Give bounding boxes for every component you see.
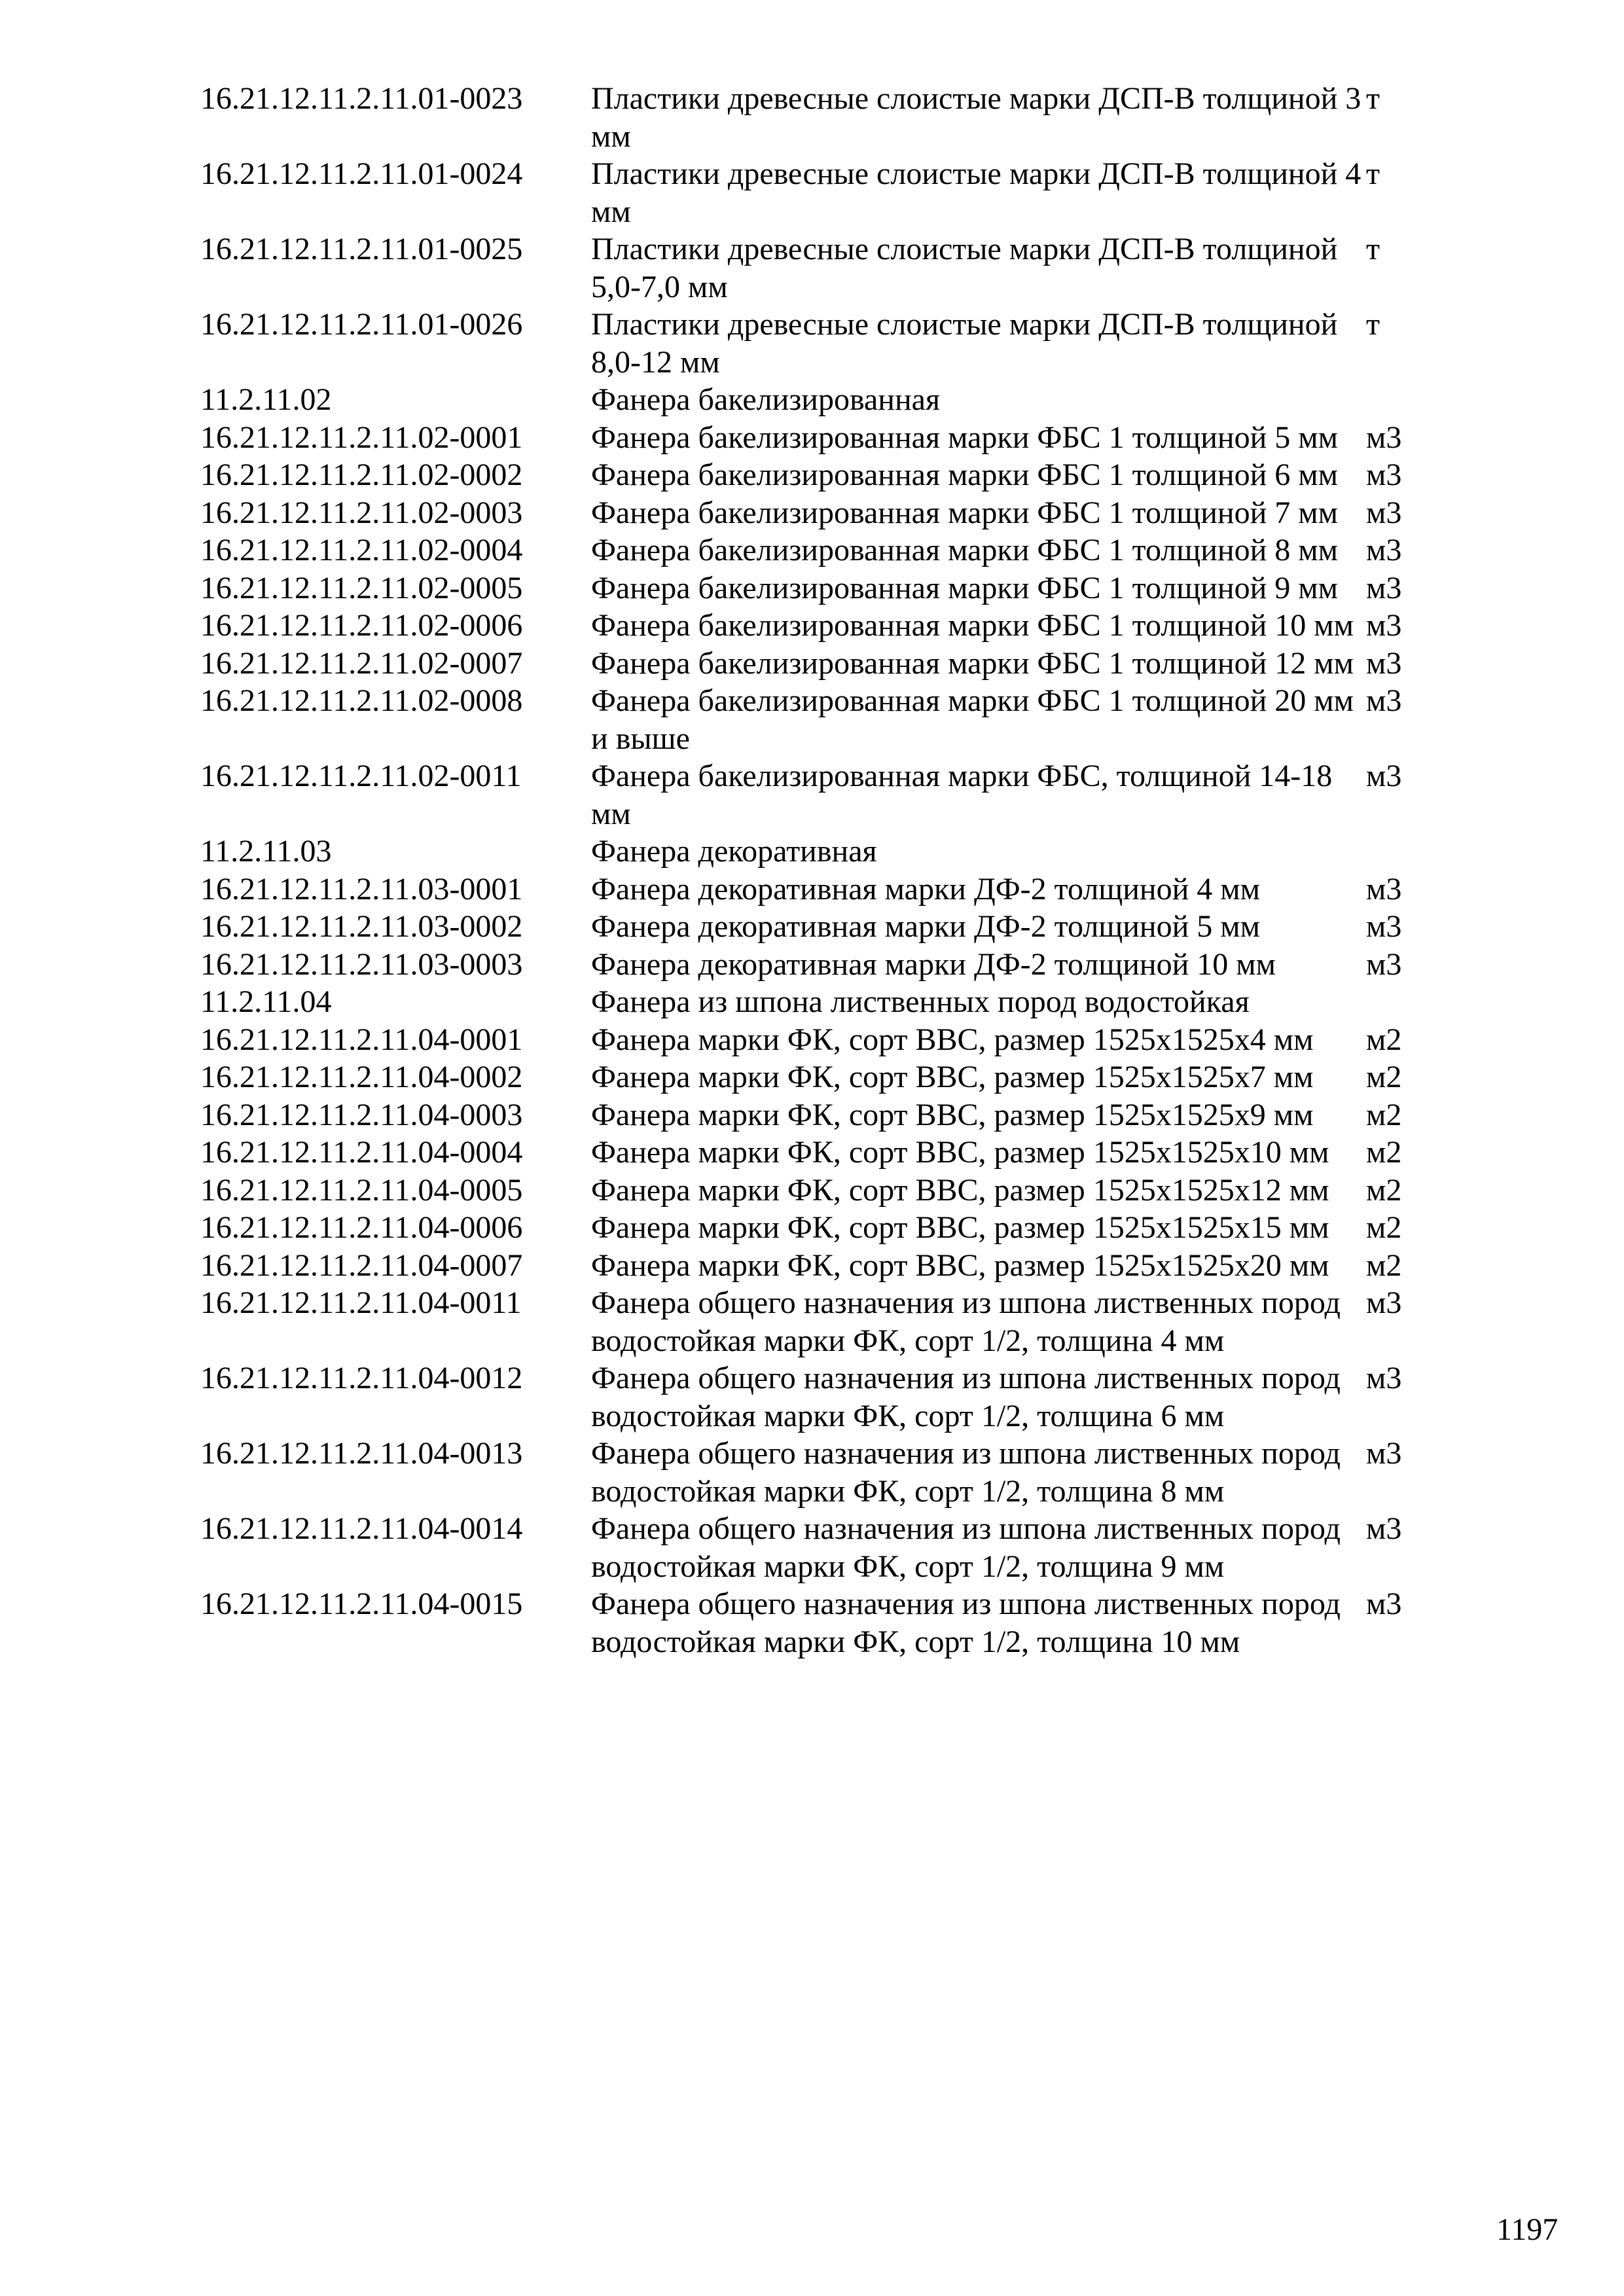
section-title: Фанера из шпона лиственных пород водостойкая [591, 984, 1250, 1019]
table-row [200, 870, 1444, 908]
item-description: Пластики древесные слоистые марки ДСП-В толщиной 4 мм [591, 156, 1362, 229]
item-description: Фанера марки ФК, сорт BBC, размер 1525х1525х12 мм [591, 1172, 1329, 1208]
item-unit: т [1366, 307, 1380, 342]
item-unit: м3 [1366, 645, 1402, 681]
item-description: Фанера общего назначения из шпона лиственных пород водостойкая марки ФК, сорт 1/2, толщина 8 мм [591, 1436, 1341, 1509]
table-row [200, 80, 1444, 155]
item-unit: м3 [1366, 683, 1402, 718]
item-description: Фанера бакелизированная марки ФБС 1 толщиной 8 мм [591, 533, 1339, 567]
table-row [200, 569, 1444, 607]
item-description: Фанера бакелизированная марки ФБС 1 толщиной 5 мм [591, 420, 1339, 455]
section-code: 11.2.11.02 [200, 382, 332, 417]
item-code: 16.21.12.11.2.11.02-0006 [200, 608, 523, 643]
section-title: Фанера бакелизированная [591, 382, 941, 417]
item-code: 16.21.12.11.2.11.01-0023 [200, 81, 523, 116]
table-row [200, 1284, 1444, 1359]
item-description: Фанера декоративная марки ДФ-2 толщиной 10 мм [591, 946, 1276, 982]
item-unit: м2 [1366, 1060, 1402, 1094]
item-unit: т [1366, 81, 1380, 116]
item-code: 16.21.12.11.2.11.02-0001 [200, 420, 523, 455]
item-description: Фанера бакелизированная марки ФБС 1 толщиной 10 мм [591, 608, 1354, 643]
item-description: Пластики древесные слоистые марки ДСП-В толщиной 8,0-12 мм [591, 307, 1338, 380]
item-code: 16.21.12.11.2.11.04-0006 [200, 1210, 523, 1245]
table-row [200, 682, 1444, 757]
item-unit: м3 [1366, 570, 1402, 605]
table-row [200, 1510, 1444, 1585]
table-row [200, 1134, 1444, 1172]
table-row [200, 607, 1444, 645]
item-unit: м3 [1366, 533, 1402, 567]
item-code: 16.21.12.11.2.11.04-0014 [200, 1511, 523, 1546]
item-code: 16.21.12.11.2.11.02-0007 [200, 645, 523, 681]
item-description: Фанера марки ФК, сорт BBC, размер 1525х1525х20 мм [591, 1247, 1329, 1283]
item-code: 16.21.12.11.2.11.02-0002 [200, 457, 523, 492]
item-description: Фанера декоративная марки ДФ-2 толщиной 4 мм [591, 871, 1261, 906]
table-row [200, 1172, 1444, 1210]
section-code: 11.2.11.04 [200, 984, 332, 1019]
item-unit: т [1366, 156, 1380, 191]
table-row [200, 1209, 1444, 1247]
item-description: Фанера общего назначения из шпона лиственных пород водостойкая марки ФК, сорт 1/2, толщина 9 мм [591, 1511, 1341, 1584]
table-row [200, 155, 1444, 230]
item-unit: м3 [1366, 871, 1402, 906]
item-code: 16.21.12.11.2.11.02-0011 [200, 759, 522, 793]
item-code: 16.21.12.11.2.11.04-0015 [200, 1587, 523, 1621]
item-code: 16.21.12.11.2.11.02-0008 [200, 683, 523, 718]
section-header-row [200, 381, 1444, 419]
item-unit: м3 [1366, 1361, 1402, 1395]
item-code: 16.21.12.11.2.11.04-0002 [200, 1060, 523, 1094]
item-code: 16.21.12.11.2.11.04-0011 [200, 1285, 522, 1320]
table-row [200, 1247, 1444, 1285]
item-code: 16.21.12.11.2.11.04-0001 [200, 1022, 523, 1057]
table-row [200, 1058, 1444, 1096]
item-description: Фанера общего назначения из шпона лиственных пород водостойкая марки ФК, сорт 1/2, толщина 10 мм [591, 1587, 1341, 1659]
section-header-row [200, 983, 1444, 1021]
item-code: 16.21.12.11.2.11.01-0026 [200, 307, 523, 342]
item-code: 16.21.12.11.2.11.04-0003 [200, 1097, 523, 1132]
item-description: Фанера декоративная марки ДФ-2 толщиной 5 мм [591, 909, 1261, 944]
item-code: 16.21.12.11.2.11.01-0024 [200, 156, 523, 191]
table-row [200, 946, 1444, 984]
item-unit: м3 [1366, 1587, 1402, 1621]
item-code: 16.21.12.11.2.11.02-0005 [200, 570, 523, 605]
item-description: Фанера бакелизированная марки ФБС 1 толщиной 6 мм [591, 457, 1339, 492]
item-unit: м2 [1366, 1210, 1402, 1245]
table-row [200, 1359, 1444, 1435]
item-description: Фанера бакелизированная марки ФБС 1 толщиной 9 мм [591, 570, 1339, 605]
item-description: Пластики древесные слоистые марки ДСП-В толщиной 3 мм [591, 81, 1362, 154]
item-description: Фанера марки ФК, сорт BBC, размер 1525х1525х9 мм [591, 1097, 1314, 1132]
table-row [200, 531, 1444, 569]
item-description: Фанера бакелизированная марки ФБС, толщиной 14-18 мм [591, 759, 1333, 831]
table-row [200, 645, 1444, 683]
table-row [200, 1435, 1444, 1510]
item-code: 16.21.12.11.2.11.03-0001 [200, 871, 523, 906]
table-row [200, 230, 1444, 306]
table-row [200, 1585, 1444, 1660]
item-code: 16.21.12.11.2.11.01-0025 [200, 232, 523, 266]
item-description: Пластики древесные слоистые марки ДСП-В толщиной 5,0-7,0 мм [591, 232, 1338, 304]
table-row [200, 306, 1444, 381]
item-code: 16.21.12.11.2.11.04-0012 [200, 1361, 523, 1395]
item-description: Фанера марки ФК, сорт BBC, размер 1525х1525х4 мм [591, 1022, 1314, 1057]
item-code: 16.21.12.11.2.11.03-0002 [200, 909, 523, 944]
item-unit: м2 [1366, 1097, 1402, 1132]
table-row [200, 1021, 1444, 1059]
table-row [200, 908, 1444, 946]
table-row [200, 456, 1444, 494]
item-unit: м3 [1366, 1436, 1402, 1471]
table-row [200, 419, 1444, 457]
item-description: Фанера бакелизированная марки ФБС 1 толщиной 12 мм [591, 645, 1354, 681]
item-description: Фанера марки ФК, сорт BBC, размер 1525х1525х7 мм [591, 1060, 1314, 1094]
item-unit: м3 [1366, 495, 1402, 530]
item-code: 16.21.12.11.2.11.04-0004 [200, 1135, 523, 1170]
item-unit: м2 [1366, 1135, 1402, 1170]
item-unit: м3 [1366, 420, 1402, 455]
item-description: Фанера общего назначения из шпона лиственных пород водостойкая марки ФК, сорт 1/2, толщина 4 мм [591, 1285, 1341, 1358]
item-code: 16.21.12.11.2.11.04-0013 [200, 1436, 523, 1471]
item-code: 16.21.12.11.2.11.04-0005 [200, 1172, 523, 1208]
item-unit: м2 [1366, 1022, 1402, 1057]
table-row [200, 494, 1444, 532]
item-description: Фанера бакелизированная марки ФБС 1 толщиной 7 мм [591, 495, 1339, 530]
item-unit: т [1366, 232, 1380, 266]
item-unit: м2 [1366, 1172, 1402, 1208]
page-number: 1197 [1496, 2212, 1559, 2247]
item-code: 16.21.12.11.2.11.02-0004 [200, 533, 523, 567]
item-description: Фанера бакелизированная марки ФБС 1 толщиной 20 мм и выше [591, 683, 1354, 756]
item-description: Фанера марки ФК, сорт BBC, размер 1525х1525х10 мм [591, 1135, 1329, 1170]
item-unit: м2 [1366, 1247, 1402, 1283]
document-body [200, 80, 1444, 1660]
item-unit: м3 [1366, 759, 1402, 793]
table-row [200, 757, 1444, 833]
item-code: 16.21.12.11.2.11.04-0007 [200, 1247, 523, 1283]
item-unit: м3 [1366, 1285, 1402, 1320]
section-header-row [200, 833, 1444, 870]
item-unit: м3 [1366, 608, 1402, 643]
section-code: 11.2.11.03 [200, 834, 332, 869]
item-unit: м3 [1366, 1511, 1402, 1546]
item-description: Фанера общего назначения из шпона лиственных пород водостойкая марки ФК, сорт 1/2, толщина 6 мм [591, 1361, 1341, 1433]
item-unit: м3 [1366, 457, 1402, 492]
item-description: Фанера марки ФК, сорт BBC, размер 1525х1525х15 мм [591, 1210, 1329, 1245]
item-code: 16.21.12.11.2.11.02-0003 [200, 495, 523, 530]
section-title: Фанера декоративная [591, 834, 877, 869]
item-unit: м3 [1366, 909, 1402, 944]
table-row [200, 1096, 1444, 1134]
item-unit: м3 [1366, 946, 1402, 982]
item-code: 16.21.12.11.2.11.03-0003 [200, 946, 523, 982]
